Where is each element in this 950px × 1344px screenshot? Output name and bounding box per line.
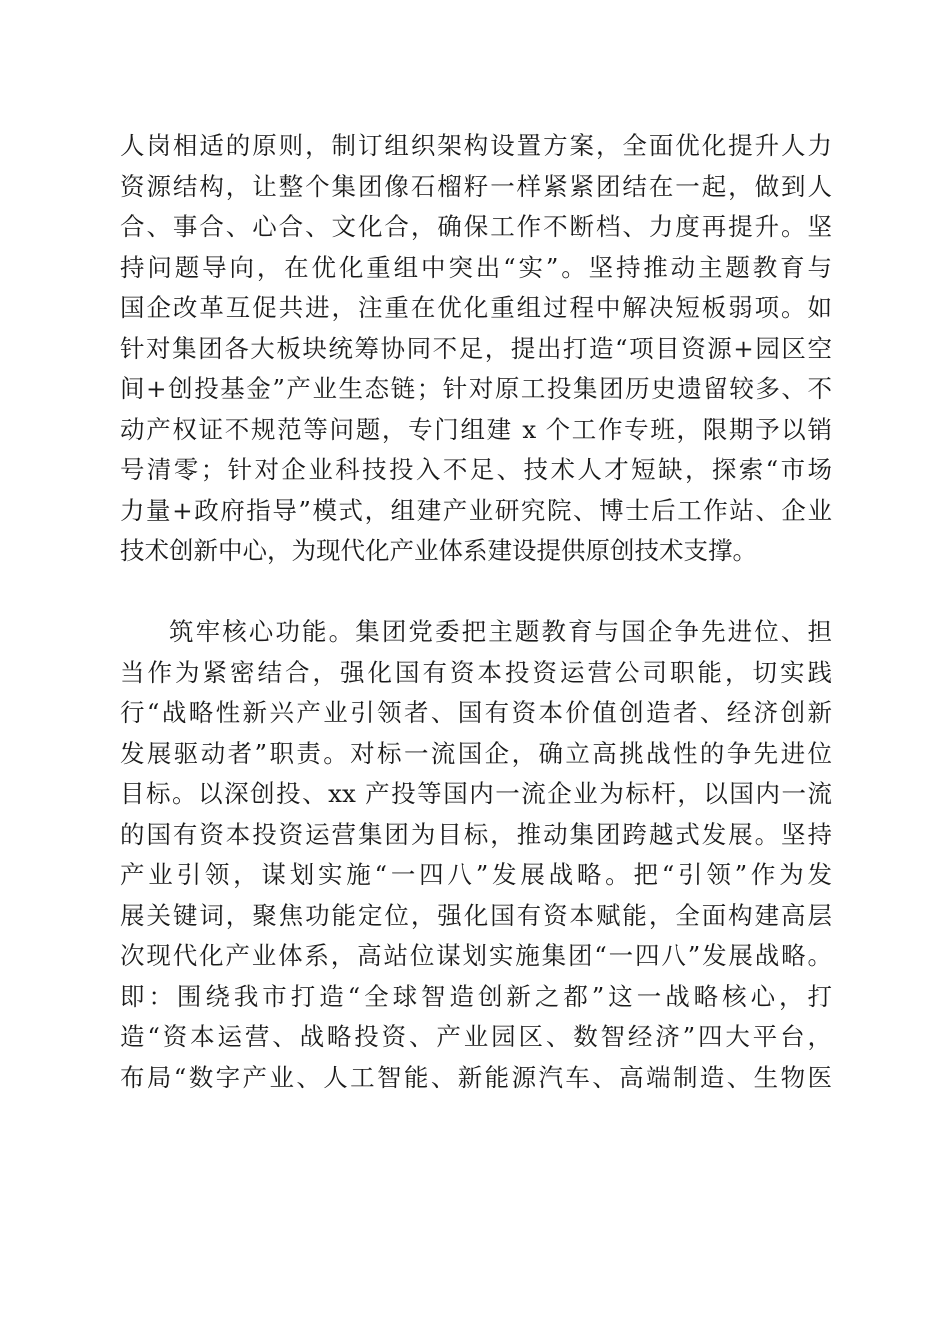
text-line: 合、事合、心合、文化合，确保工作不断档、力度再提升。坚 (120, 212, 832, 241)
text-line: 持问题导向，在优化重组中突出“实”。坚持推动主题教育与 (120, 252, 832, 282)
text-line: 间+创投基金”产业生态链；针对原工投集团历史遗留较多、不 (120, 374, 832, 403)
paragraph-1 (120, 126, 832, 572)
text-line: 针对集团各大板块统筹协同不足，提出打造“项目资源+园区空 (120, 333, 832, 363)
text-line: 发展驱动者”职责。对标一流国企，确立高挑战性的争先进位 (120, 738, 832, 768)
text-line: 当作为紧密结合，强化国有资本投资运营公司职能，切实践 (120, 657, 832, 687)
text-line: 行“战略性新兴产业引领者、国有资本价值创造者、经济创新 (120, 698, 832, 727)
text-line: 国企改革互促共进，注重在优化重组过程中解决短板弱项。如 (120, 293, 832, 322)
text-line: 的国有资本投资运营集团为目标，推动集团跨越式发展。坚持 (120, 819, 832, 849)
text-line: 力量+政府指导”模式，组建产业研究院、博士后工作站、企业 (120, 495, 832, 525)
text-line: 布局“数字产业、人工智能、新能源汽车、高端制造、生物医 (120, 1062, 832, 1092)
text-line: 即：围绕我市打造“全球智造创新之都”这一战略核心，打 (120, 981, 832, 1011)
text-line: 次现代化产业体系，高站位谋划实施集团“一四八”发展战略。 (120, 941, 832, 970)
text-line: 造“资本运营、战略投资、产业园区、数智经济”四大平台， (120, 1022, 832, 1051)
text-line: 筑牢核心功能。集团党委把主题教育与国企争先进位、担 (169, 617, 832, 646)
text-line: 号清零；针对企业科技投入不足、技术人才短缺，探索“市场 (120, 455, 832, 484)
paragraph-2 (120, 612, 832, 1098)
text-line: 展关键词，聚焦功能定位，强化国有资本赋能，全面构建高层 (120, 900, 832, 930)
text-line: 资源结构，让整个集团像石榴籽一样紧紧团结在一起，做到人 (120, 171, 832, 201)
text-line: 动产权证不规范等问题，专门组建 x 个工作专班，限期予以销 (120, 414, 832, 444)
text-line: 目标。以深创投、xx 产投等国内一流企业为标杆，以国内一流 (120, 779, 832, 808)
text-line: 人岗相适的原则，制订组织架构设置方案，全面优化提升人力 (120, 131, 832, 160)
text-line: 产业引领，谋划实施“一四八”发展战略。把“引领”作为发 (120, 860, 832, 889)
text-line: 技术创新中心，为现代化产业体系建设提供原创技术支撑。 (120, 536, 757, 565)
